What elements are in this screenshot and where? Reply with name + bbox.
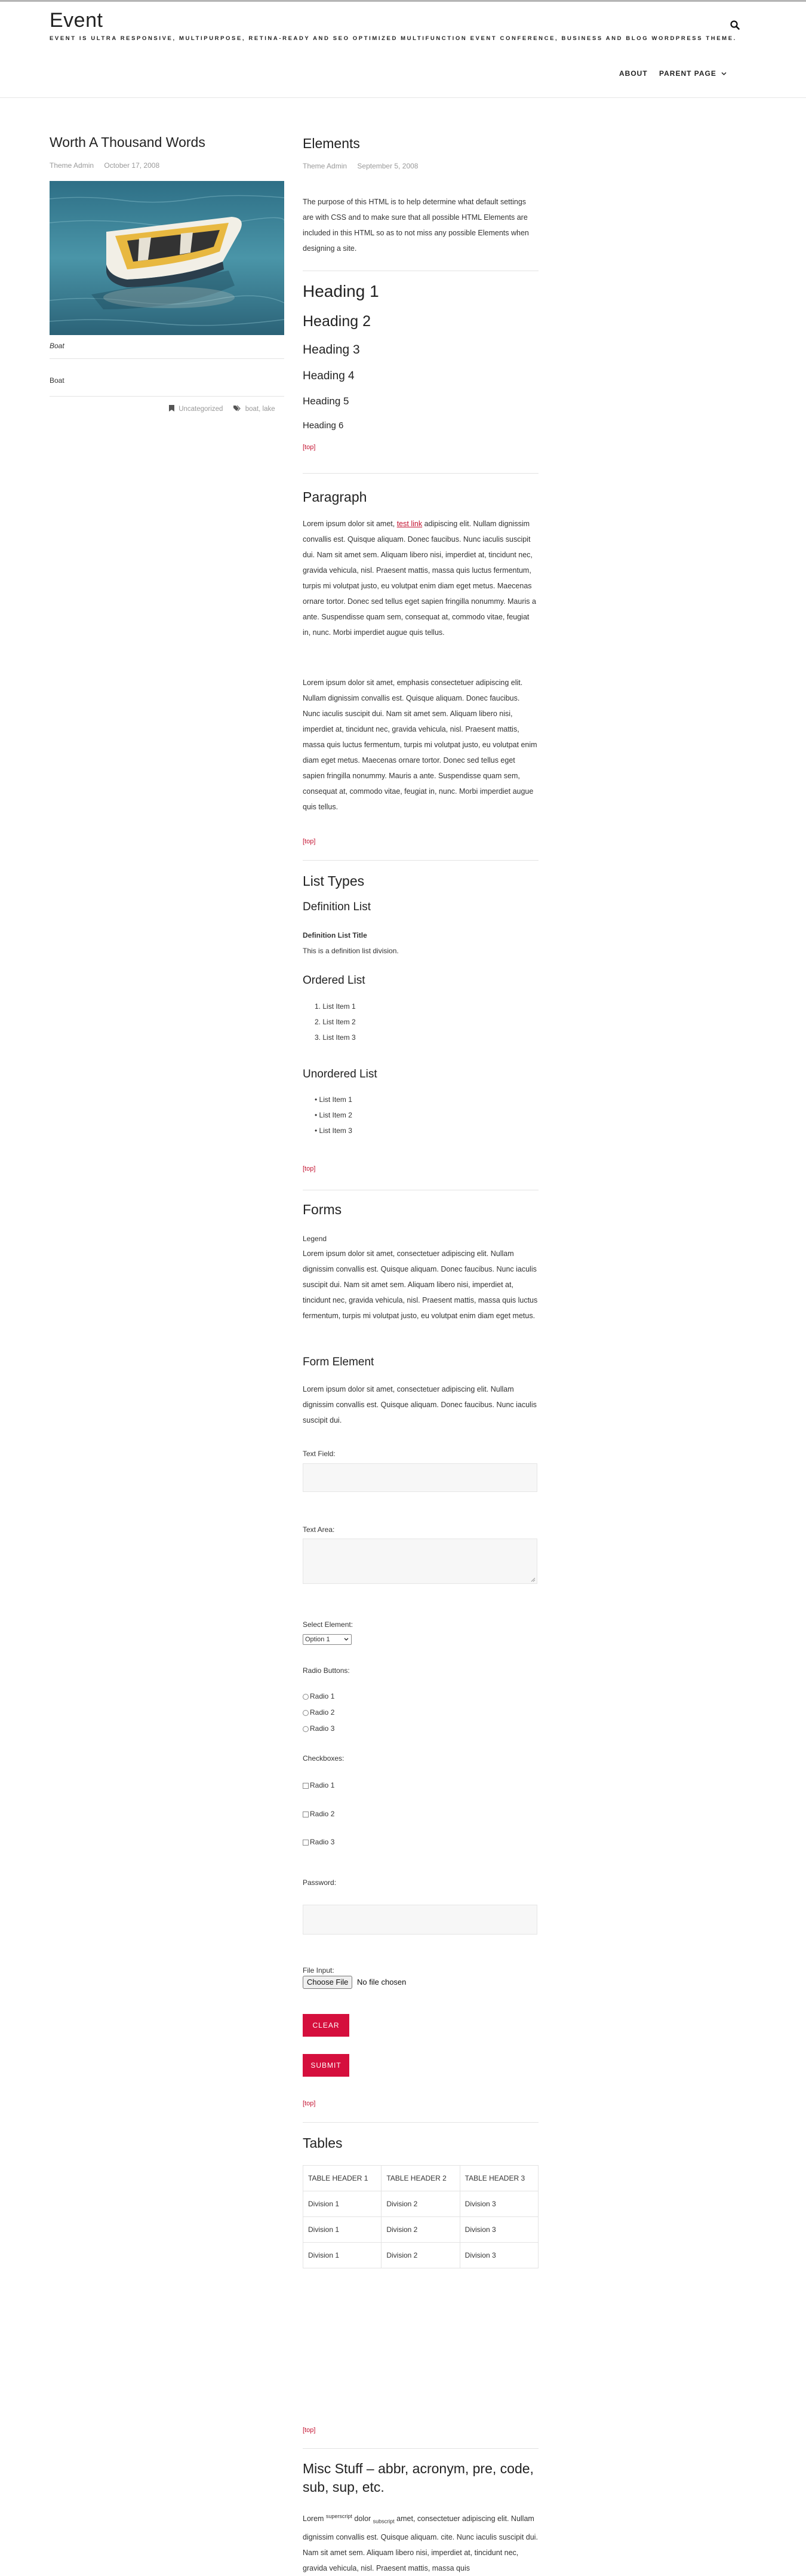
text-area[interactable]	[303, 1539, 537, 1584]
dl-term: Definition List Title	[303, 931, 367, 939]
heading-5: Heading 5	[303, 395, 349, 407]
text-field-label: Text Field:	[303, 1450, 336, 1458]
site-header	[0, 2, 806, 98]
table-row	[303, 2217, 539, 2243]
post-author[interactable]: Theme Admin	[50, 161, 94, 170]
chevron-down-icon	[344, 1638, 349, 1641]
legend-paragraph: Lorem ipsum dolor sit amet, consectetuer adipiscing elit. Nullam dignissim convallis est. Quisque aliquam. Donec faucibus. Nunc iaculis suscipit dui. Nam sit amet sem. Aliquam libero nisi, imperdiet at, tincidunt nec, gravida vehicula, nisl. Praesent mattis, massa quis luctus fermentum, turpis mi volutpat justo, eu volutpat enim diam eget metus.	[303, 1249, 538, 1320]
site-title[interactable]: Event	[50, 9, 103, 32]
heading-6: Heading 6	[303, 420, 344, 431]
top-link[interactable]: [top]	[303, 2427, 316, 2434]
top-link[interactable]: [top]	[303, 444, 316, 451]
clear-button[interactable]: CLEAR	[303, 2014, 349, 2037]
table-header: TABLE HEADER 3	[460, 2166, 538, 2191]
paragraph-text: Lorem	[303, 2514, 326, 2523]
section-title-definition-list: Definition List	[303, 901, 371, 913]
table-row	[303, 2243, 539, 2268]
password-field[interactable]	[303, 1905, 537, 1935]
checkbox[interactable]	[303, 1783, 309, 1789]
nav-item-parent-page[interactable]	[659, 69, 727, 78]
table-row	[303, 2191, 539, 2217]
radio-button[interactable]	[303, 1710, 309, 1716]
form-legend: Legend	[303, 1235, 327, 1243]
table-cell: Division 3	[460, 2217, 538, 2243]
list-item-number: 1.	[315, 1002, 321, 1011]
post-category[interactable]: Uncategorized	[179, 406, 223, 413]
checkbox-label: Radio 1	[310, 1781, 335, 1789]
divider	[303, 473, 539, 474]
list-item: • List Item 3	[315, 1126, 352, 1135]
superscript-text: superscript	[325, 2513, 352, 2519]
post-date[interactable]: October 17, 2008	[104, 161, 160, 170]
data-table	[303, 2165, 539, 2268]
list-item-text: List Item 2	[322, 1018, 356, 1026]
radio-buttons-label: Radio Buttons:	[303, 1666, 350, 1675]
heading-4: Heading 4	[303, 370, 355, 382]
radio-label: Radio 3	[310, 1724, 335, 1733]
table-cell: Division 2	[382, 2191, 460, 2217]
checkbox-label: Radio 2	[310, 1810, 335, 1818]
checkbox-option-3[interactable]	[303, 1834, 539, 1850]
form-element-paragraph: Lorem ipsum dolor sit amet, consectetuer adipiscing elit. Nullam dignissim convallis est. Quisque aliquam. Donec faucibus. Nunc iaculis suscipit dui.	[303, 1385, 537, 1424]
table-cell: Division 2	[382, 2243, 460, 2268]
list-item: • List Item 2	[315, 1111, 352, 1119]
select-element[interactable]	[303, 1634, 352, 1645]
radio-button[interactable]	[303, 1694, 309, 1700]
dl-description: This is a definition list division.	[303, 947, 399, 955]
table-cell: Division 1	[303, 2191, 382, 2217]
table-cell: Division 1	[303, 2243, 382, 2268]
checkbox-label: Radio 3	[310, 1838, 335, 1846]
section-title-form-element: Form Element	[303, 1356, 374, 1368]
file-input	[303, 1975, 539, 1990]
post-worth-a-thousand-words	[50, 134, 284, 413]
checkbox[interactable]	[303, 1840, 309, 1846]
subscript-text: subscript	[373, 2518, 395, 2525]
file-status: No file chosen	[357, 1978, 407, 1987]
section-title-tables: Tables	[303, 2135, 343, 2151]
unordered-list	[315, 1092, 550, 1138]
bookmark-icon	[169, 405, 174, 412]
divider	[303, 860, 539, 861]
list-item-number: 3.	[315, 1033, 321, 1042]
paragraph-text: Lorem ipsum dolor sit amet,	[303, 520, 397, 528]
tags-icon	[233, 405, 241, 412]
choose-file-button[interactable]: Choose File	[303, 1976, 352, 1989]
post-title[interactable]: Worth A Thousand Words	[50, 134, 205, 150]
top-link[interactable]: [top]	[303, 1165, 316, 1172]
section-title-ordered-list: Ordered List	[303, 974, 365, 987]
misc-paragraph	[303, 2509, 539, 2576]
post-title[interactable]: Elements	[303, 136, 360, 151]
list-item-text: List Item 3	[322, 1033, 356, 1042]
text-link[interactable]: test link	[396, 520, 423, 528]
select-value: Option 1	[305, 1636, 330, 1643]
boat-image[interactable]	[50, 181, 284, 335]
post-meta	[50, 161, 168, 170]
paragraph-1	[303, 516, 539, 640]
radio-option-3[interactable]	[303, 1721, 539, 1736]
resize-handle-icon[interactable]	[531, 1577, 536, 1582]
divider	[50, 358, 284, 359]
list-item-text: List Item 1	[322, 1002, 356, 1011]
ordered-list	[315, 999, 550, 1045]
list-item: • List Item 1	[315, 1095, 352, 1104]
nav-item-about[interactable]: ABOUT	[619, 69, 648, 78]
radio-option-1[interactable]	[303, 1688, 539, 1704]
checkbox[interactable]	[303, 1812, 309, 1817]
text-field[interactable]	[303, 1463, 537, 1492]
list-item	[315, 1030, 550, 1045]
paragraph-text: dolor	[352, 2514, 373, 2523]
checkboxes-label: Checkboxes:	[303, 1754, 344, 1763]
section-title-list-types: List Types	[303, 873, 365, 889]
list-item-text: List Item 3	[319, 1126, 352, 1135]
top-link[interactable]: [top]	[303, 838, 316, 845]
table-header-row	[303, 2166, 539, 2191]
table-header: TABLE HEADER 1	[303, 2166, 382, 2191]
top-link[interactable]: [top]	[303, 2100, 316, 2107]
table-header: TABLE HEADER 2	[382, 2166, 460, 2191]
post-tags[interactable]: boat, lake	[245, 406, 275, 413]
post-meta	[303, 161, 539, 171]
intro-paragraph: The purpose of this HTML is to help determine what default settings are with CSS and to make sure that all possible HTML Elements are included in this HTML so as to not miss any possible Elements when designing a site.	[303, 198, 529, 253]
post-author[interactable]: Theme Admin	[303, 162, 347, 170]
list-item-number: 2.	[315, 1018, 321, 1026]
post-date[interactable]: September 5, 2008	[357, 162, 419, 170]
section-title-paragraph: Paragraph	[303, 489, 367, 505]
list-item-text: List Item 1	[319, 1095, 352, 1104]
checkbox-option-2[interactable]	[303, 1806, 539, 1822]
select-label: Select Element:	[303, 1620, 353, 1629]
radio-label: Radio 1	[310, 1692, 335, 1700]
heading-1: Heading 1	[303, 282, 379, 300]
chevron-down-icon	[721, 72, 727, 76]
divider	[303, 2122, 539, 2123]
radio-option-2[interactable]	[303, 1705, 539, 1720]
submit-button[interactable]: SUBMIT	[303, 2054, 349, 2077]
file-input-label: File Input:	[303, 1966, 334, 1975]
paragraph-2: Lorem ipsum dolor sit amet, emphasis consectetuer adipiscing elit. Nullam dignissim convallis est. Quisque aliquam. Donec faucibus. Nunc iaculis suscipit dui. Nam sit amet sem. Aliquam libero nisi, imperdiet at, tincidunt nec, gravida vehicula, nisl. Praesent mattis, massa quis luctus fermentum, turpis mi volutpat justo, eu volutpat enim diam eget metus. Maecenas ornare tortor. Donec sed tellus eget sapien fringilla nonummy. Mauris a ante. Suspendisse quam sem, consequat at, commodo vitae, feugiat in, nunc. Morbi imperdiet augue quis tellus.	[303, 678, 537, 811]
checkbox-option-1[interactable]	[303, 1777, 539, 1793]
divider	[50, 396, 284, 397]
post-body: Boat	[50, 376, 64, 385]
radio-label: Radio 2	[310, 1708, 335, 1717]
site-tagline: EVENT IS ULTRA RESPONSIVE, MULTIPURPOSE, RETINA-READY AND SEO OPTIMIZED MULTIFUNCTION EVENT CONFERENCE, BUSINESS AND BLOG WORDPRESS THEME.	[50, 35, 737, 42]
table-cell: Division 3	[460, 2243, 538, 2268]
paragraph-text: amet, consectetuer adipiscing elit. Nullam dignissim convallis est. Quisque aliquam. cite. Nunc iaculis suscipit dui. Nam sit amet sem. Aliquam libero nisi, imperdiet at, tincidunt nec, gravida vehicula, nisl. Praesent mattis, massa quis	[303, 2514, 538, 2572]
section-title-unordered-list: Unordered List	[303, 1068, 377, 1080]
table-cell: Division 3	[460, 2191, 538, 2217]
section-title-misc: Misc Stuff – abbr, acronym, pre, code, sub, sup, etc.	[303, 2461, 534, 2495]
heading-2: Heading 2	[303, 313, 371, 330]
heading-3: Heading 3	[303, 343, 360, 357]
section-title-forms: Forms	[303, 1202, 342, 1217]
post-footer-meta	[169, 405, 275, 413]
divider	[303, 2448, 539, 2449]
list-item	[315, 999, 550, 1014]
list-item	[315, 1014, 550, 1030]
list-item-text: List Item 2	[319, 1111, 352, 1119]
nav-item-parent-page-label: PARENT PAGE	[659, 69, 716, 78]
table-cell: Division 1	[303, 2217, 382, 2243]
radio-button[interactable]	[303, 1726, 309, 1732]
image-caption: Boat	[50, 342, 64, 350]
table-cell: Division 2	[382, 2217, 460, 2243]
paragraph-text: adipiscing elit. Nullam dignissim convallis est. Quisque aliquam. Donec faucibus. Nunc iaculis suscipit dui. Nam sit amet sem. Aliquam libero nisi, imperdiet at, tincidunt nec, gravida vehicula, nisl. Praesent mattis, massa quis luctus fermentum, turpis mi volutpat justo, eu volutpat enim diam eget metus. Maecenas ornare tortor. Donec sed tellus eget sapien fringilla nonummy. Mauris a ante. Suspendisse quam sem, consequat at, commodo vitae, feugiat in, nunc. Morbi imperdiet augue quis tellus.	[303, 520, 536, 637]
search-icon[interactable]	[730, 20, 742, 32]
password-label: Password:	[303, 1878, 337, 1887]
text-area-label: Text Area:	[303, 1525, 335, 1534]
